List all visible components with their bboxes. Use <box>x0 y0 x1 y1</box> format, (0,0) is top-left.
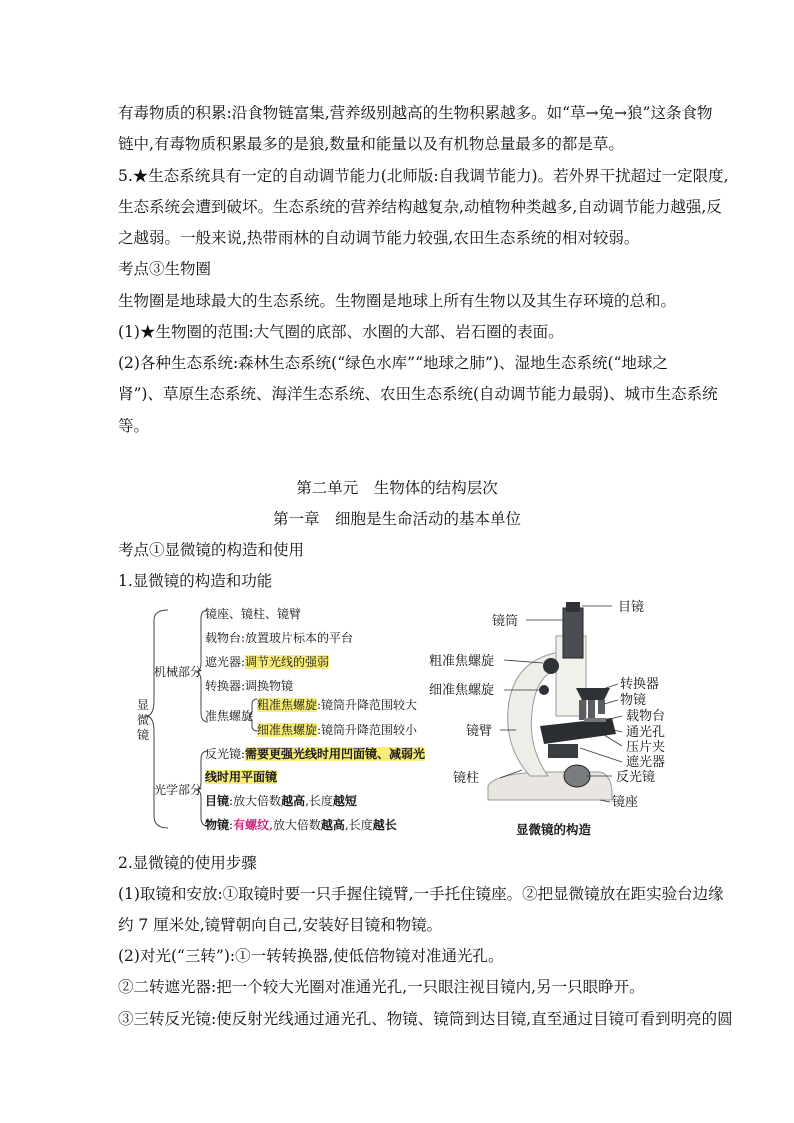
tree-text: 物镜 <box>205 818 230 832</box>
step-line: (1)取镜和安放:①取镜时要一只手握住镜臂,一手托住镜座。②把显微镜放在距实验台边缘 <box>118 885 724 903</box>
tree-text: ,长度 <box>305 794 333 808</box>
tree-highlight: 粗准焦螺旋 <box>257 698 318 712</box>
paragraph-line: (1)★生物圈的范围:大气圈的底部、水圈的大部、岩石圈的表面。 <box>118 323 564 341</box>
tree-highlight: 需要更强光线时用凹面镜、减弱光 <box>245 747 426 761</box>
label-mirror: 反光镜 <box>616 770 656 785</box>
fine-knob <box>539 685 549 695</box>
objective-part <box>598 700 605 714</box>
stage-support <box>548 744 578 758</box>
unit-title: 第二单元 生物体的结构层次 <box>296 479 498 497</box>
paragraph-line: 有毒物质的积累:沿食物链富集,营养级别越高的生物积累越多。如“草→兔→狼”这条食物 <box>118 104 713 122</box>
eyepiece-part <box>566 602 580 612</box>
label-tube: 镜筒 <box>492 614 519 629</box>
label-coarse: 粗准焦螺旋 <box>429 654 495 669</box>
subsection-title: 2.显微镜的使用步骤 <box>118 854 257 872</box>
label-diaphragm: 遮光器 <box>626 755 666 770</box>
microscope-tube <box>563 608 583 658</box>
tree-text: ,长度 <box>344 818 373 832</box>
label-objective: 物镜 <box>620 693 647 708</box>
section-heading: 考点③生物圈 <box>118 260 212 278</box>
paragraph-line: 生态系统会遭到破坏。生态系统的营养结构越复杂,动植物种类越多,自动调节能力越强,反 <box>118 198 722 216</box>
step-line: 约 7 厘米处,镜臂朝向自己,安装好目镜和物镜。 <box>118 916 443 934</box>
tree-text: 越长 <box>372 818 397 832</box>
tree-text: 越高 <box>281 794 306 808</box>
paragraph-line: 肾”)、草原生态系统、海洋生态系统、农田生态系统(自动调节能力最弱)、城市生态系统 <box>118 385 718 403</box>
tree-mech-item: 转换器:调换物镜 <box>205 679 294 693</box>
paragraph-line: 5.★生态系统具有一定的自动调节能力(北师版:自我调节能力)。若外界干扰超过一定限度, <box>118 167 729 185</box>
label-arm: 镜臂 <box>466 724 493 739</box>
tree-highlight: 有螺纹 <box>233 818 270 832</box>
tree-text: 目镜 <box>205 794 230 808</box>
step-line: ②二转遮光器:把一个较大光圈对准通光孔,一只眼注视目镜内,另一只眼睁开。 <box>118 978 645 996</box>
paragraph-line: 生物圈是地球最大的生态系统。生物圈是地球上所有生物以及其生存环境的总和。 <box>118 292 677 310</box>
clip-part <box>584 718 606 722</box>
objective-part <box>588 700 595 718</box>
step-line: ③三转反光镜:使反射光线通过通光孔、物镜、镜筒到达目镜,直至通过目镜可看到明亮的圆 <box>118 1010 733 1028</box>
tree-mech-item: 载物台:放置玻片标本的平台 <box>205 631 354 645</box>
tree-text: 反光镜: <box>205 747 246 761</box>
label-fine: 细准焦螺旋 <box>429 683 495 698</box>
label-stage: 载物台 <box>626 709 666 724</box>
step-line: (2)对光(“三转”):①一转转换器,使低倍物镜对准通光孔。 <box>118 947 504 965</box>
tree-highlight: 细准焦螺旋 <box>257 723 318 737</box>
label-base: 镜座 <box>612 795 639 810</box>
chapter-title: 第一章 细胞是生命活动的基本单位 <box>272 510 521 528</box>
tree-mech-item: 镜座、镜柱、镜臂 <box>205 607 302 621</box>
tree-highlight: 调节光线的强弱 <box>245 655 330 669</box>
figure-caption: 显微镜的构造 <box>516 822 592 837</box>
tree-text: ,放大倍数 <box>269 818 321 832</box>
paragraph-line: 等。 <box>118 417 150 435</box>
label-pillar: 镜柱 <box>453 771 480 786</box>
tree-text: :放大倍数 <box>229 794 282 808</box>
tree-mech-label: 机械部分 <box>154 665 203 679</box>
tree-mech-item: 准焦螺旋 <box>205 709 254 723</box>
label-nosepiece: 转换器 <box>620 677 660 692</box>
tree-text: 遮光器: <box>205 655 246 669</box>
paragraph-line: 链中,有毒物质积累最多的是狼,数量和能量以及有机物总量最多的都是草。 <box>118 135 624 153</box>
tree-root: 显微镜 <box>137 698 150 742</box>
coarse-knob <box>543 658 559 674</box>
label-eyepiece: 目镜 <box>618 600 645 615</box>
tree-highlight: 线时用平面镜 <box>205 770 278 784</box>
paragraph-line: 之越弱。一般来说,热带雨林的自动调节能力较强,农田生态系统的相对较弱。 <box>118 229 640 247</box>
tree-optic-label: 光学部分 <box>154 783 203 797</box>
label-aperture: 通光孔 <box>626 725 666 740</box>
objective-part <box>579 700 586 720</box>
subsection-title: 1.显微镜的构造和功能 <box>118 572 273 590</box>
tree-text: :镜筒升降范围较小 <box>317 723 418 737</box>
tree-text: :镜筒升降范围较大 <box>317 698 418 712</box>
tree-text: 越短 <box>332 794 357 808</box>
tree-text: : <box>229 818 234 832</box>
section-title: 考点①显微镜的构造和使用 <box>118 541 305 559</box>
paragraph-line: (2)各种生态系统:森林生态系统(“绿色水库”“地球之肺”)、湿地生态系统(“地球之 <box>118 354 668 372</box>
label-clip: 压片夹 <box>626 740 666 755</box>
tree-text: 越高 <box>320 818 345 832</box>
